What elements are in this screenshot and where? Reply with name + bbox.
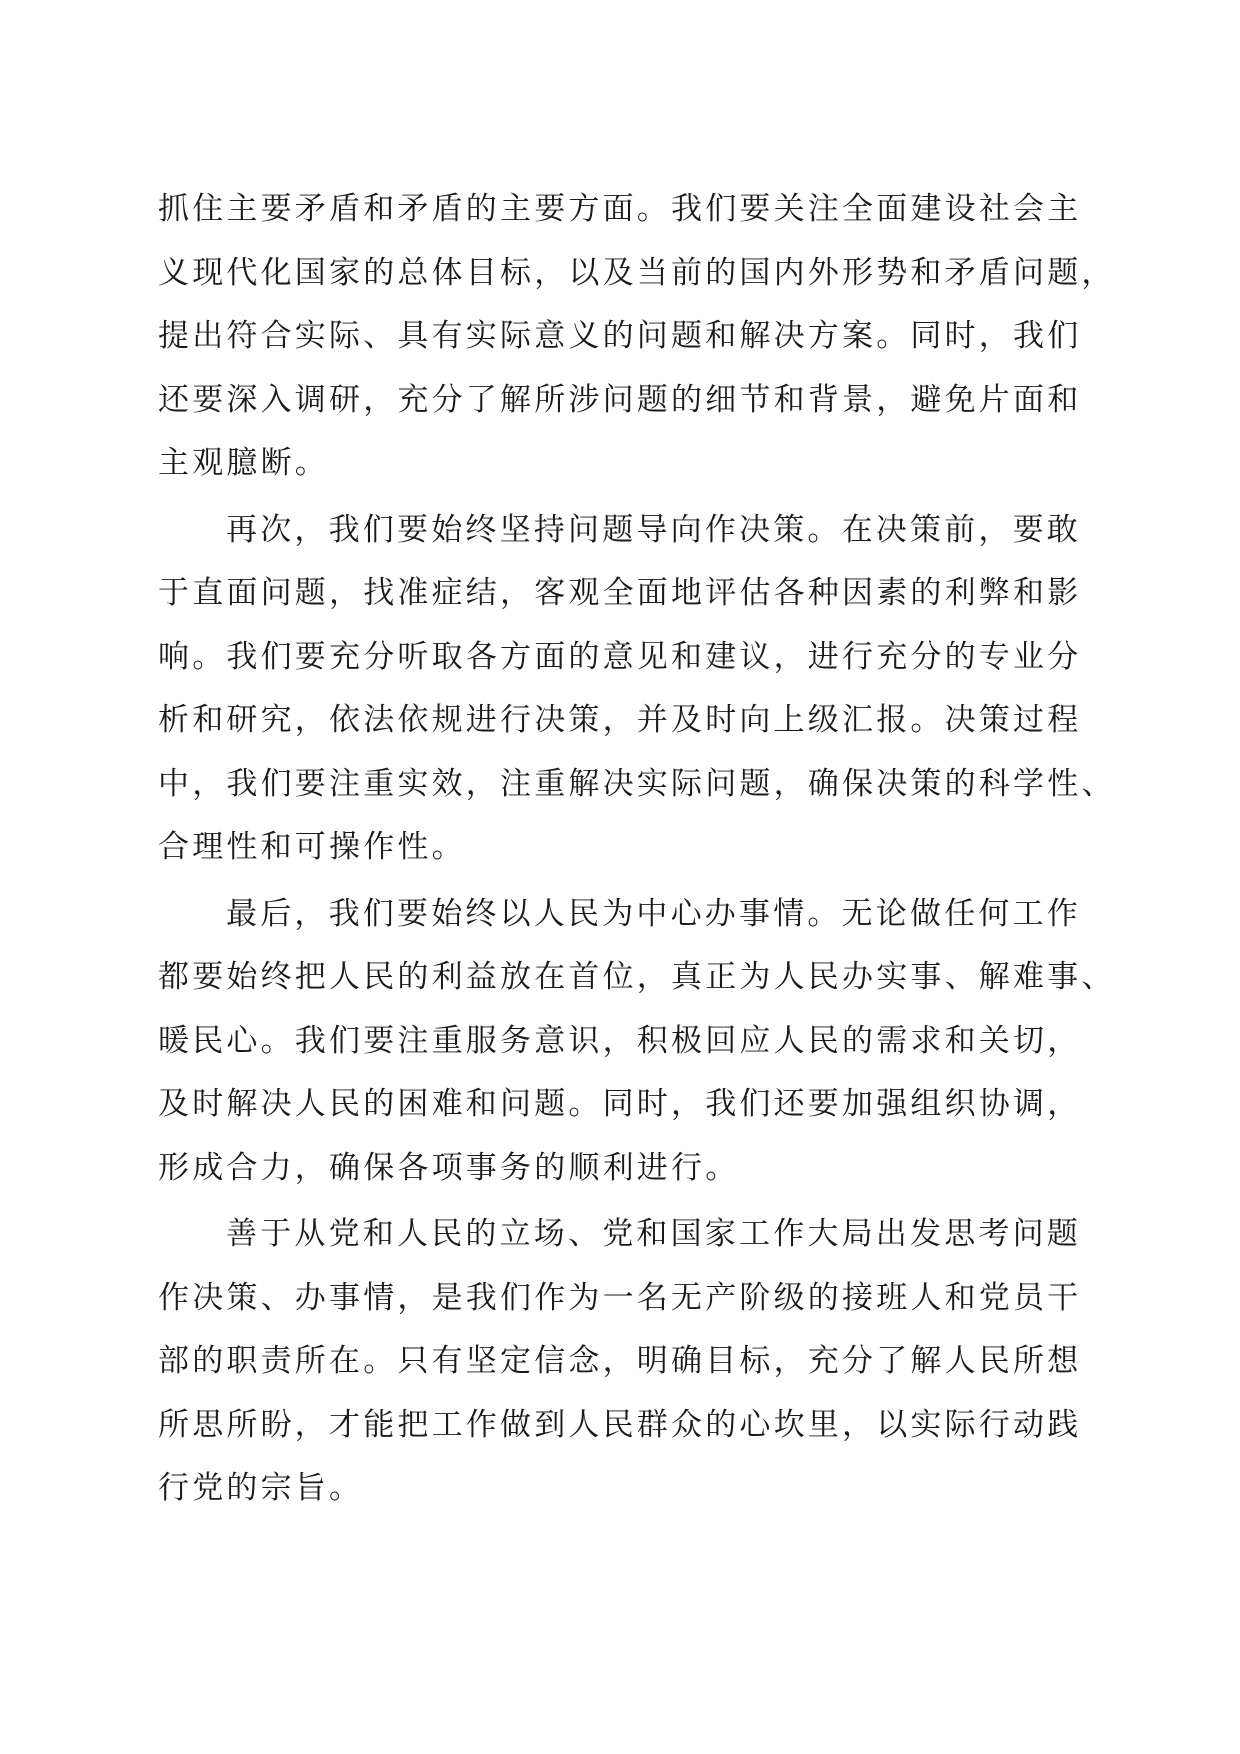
text-line: 暖民心。我们要注重服务意识，积极回应人民的需求和关切，	[158, 1022, 1082, 1059]
text-line: 行党的宗旨。	[158, 1470, 364, 1506]
text-line: 部的职责所在。只有坚定信念，明确目标，充分了解人民所想	[158, 1343, 1082, 1379]
paragraph-1	[158, 178, 1116, 496]
document-body	[158, 178, 1116, 1521]
text-line: 义现代化国家的总体目标，以及当前的国内外形势和矛盾问题，	[158, 254, 1116, 291]
paragraph-4	[158, 1203, 1098, 1521]
text-line: 善于从党和人民的立场、党和国家工作大局出发思考问题	[226, 1216, 1081, 1252]
text-line: 再次，我们要始终坚持问题导向作决策。在决策前，要敢	[226, 511, 1081, 548]
text-line: 作决策、办事情，是我们作为一名无产阶级的接班人和党员干	[158, 1279, 1082, 1316]
text-line: 抓住主要矛盾和矛盾的主要方面。我们要关注全面建设社会主	[158, 191, 1082, 227]
paragraph-3	[158, 883, 1116, 1201]
text-line: 形成合力，确保各项事务的顺利进行。	[158, 1149, 740, 1186]
text-line: 响。我们要充分听取各方面的意见和建议，进行充分的专业分	[158, 638, 1082, 675]
paragraph-2	[158, 499, 1116, 880]
text-line: 于直面问题，找准症结，客观全面地评估各种因素的利弊和影	[158, 575, 1082, 611]
text-line: 及时解决人民的困难和问题。同时，我们还要加强组织协调，	[158, 1086, 1082, 1122]
text-line: 析和研究，依法依规进行决策，并及时向上级汇报。决策过程	[158, 702, 1082, 738]
text-line: 都要始终把人民的利益放在首位，真正为人民办实事、解难事、	[158, 959, 1116, 995]
text-line: 最后，我们要始终以人民为中心办事情。无论做任何工作	[226, 895, 1081, 932]
text-line: 合理性和可操作性。	[158, 829, 466, 865]
text-line: 还要深入调研，充分了解所涉问题的细节和背景，避免片面和	[158, 381, 1082, 418]
text-line: 主观臆断。	[158, 445, 329, 481]
text-line: 中，我们要注重实效，注重解决实际问题，确保决策的科学性、	[158, 765, 1116, 802]
text-line: 提出符合实际、具有实际意义的问题和解决方案。同时，我们	[158, 318, 1082, 354]
text-line: 所思所盼，才能把工作做到人民群众的心坎里，以实际行动践	[158, 1406, 1082, 1443]
